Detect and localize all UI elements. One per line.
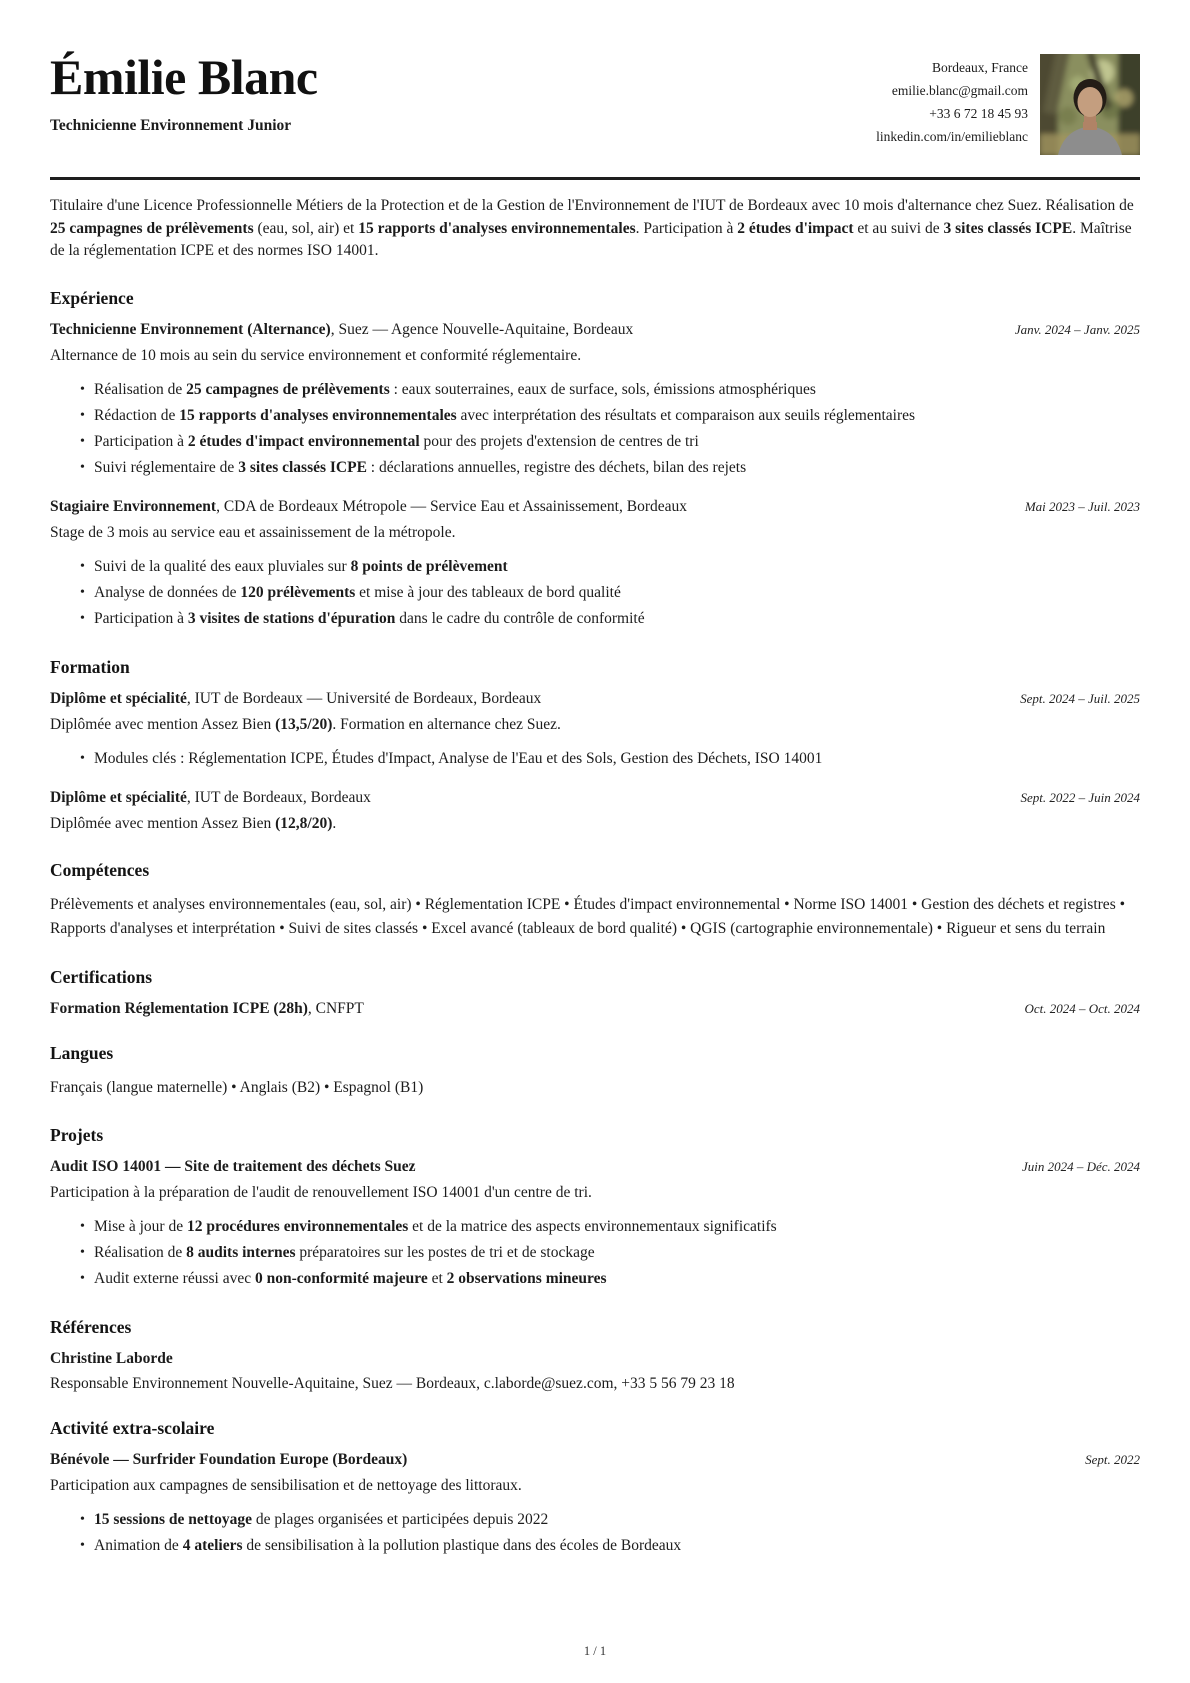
entry-head bbox=[50, 321, 1140, 339]
entry-title bbox=[50, 321, 633, 339]
entry-head bbox=[50, 789, 1140, 807]
entry-dates: Mai 2023 – Juil. 2023 bbox=[1024, 498, 1140, 514]
entry-dates: Oct. 2024 – Oct. 2024 bbox=[1024, 1000, 1140, 1016]
contact-phone: +33 6 72 18 45 93 bbox=[929, 106, 1028, 121]
entry-dates: Sept. 2022 bbox=[1085, 1452, 1140, 1467]
entry-subtitle: Participation aux campagnes de sensibilisation et de nettoyage des littoraux. bbox=[50, 1477, 522, 1494]
job-org: , Suez — Agence Nouvelle-Aquitaine, Bordeaux bbox=[330, 320, 634, 338]
bullet-item: • Animation de 4 ateliers de sensibilisation à la pollution plastique dans des écoles de Bordeaux bbox=[80, 1533, 1140, 1559]
entry-subtitle: Alternance de 10 mois au sein du service environnement et conformité réglementaire. bbox=[50, 346, 582, 364]
header-contact-area bbox=[876, 50, 1140, 155]
reference-entry bbox=[50, 1350, 1140, 1393]
entry-subtitle: Diplômée avec mention Assez Bien (12,8/20). bbox=[50, 814, 337, 832]
certification-entry bbox=[50, 1000, 1140, 1018]
job-org: , CDA de Bordeaux Métropole — Service Eau et Assainissement, Bordeaux bbox=[216, 497, 687, 515]
entry-head bbox=[50, 1451, 1140, 1469]
skills-paragraph: Prélèvements et analyses environnementales (eau, sol, air) • Réglementation ICPE • Études d'impact environnemental • Norme ISO 14001 • Gestion des déchets et registres • Rapports d'analyses et interprétation • Suivi de sites classés • Excel avancé (tableaux de bord qualité) • QGIS (cartographie environnementale) • Rigueur et sens du terrain bbox=[50, 895, 1126, 937]
header bbox=[50, 50, 1140, 155]
bullet-item: • Mise à jour de 12 procédures environnementales et de la matrice des aspects environnementaux significatifs bbox=[80, 1214, 1140, 1240]
entry-title bbox=[50, 789, 371, 807]
job-title: Stagiaire Environnement bbox=[50, 497, 217, 515]
entry-subtitle: Stage de 3 mois au service eau et assainissement de la métropole. bbox=[50, 523, 456, 541]
bullet-item: • Analyse de données de 120 prélèvements et mise à jour des tableaux de bord qualité bbox=[80, 580, 1140, 606]
profile-photo bbox=[1040, 54, 1140, 155]
contact-location: Bordeaux, France bbox=[932, 60, 1028, 75]
entry-subtitle: Participation à la préparation de l'audit de renouvellement ISO 14001 d'un centre de tri. bbox=[50, 1184, 592, 1201]
header-identity bbox=[50, 50, 876, 135]
bullet-item: • Participation à 3 visites de stations d'épuration dans le cadre du contrôle de conformité bbox=[80, 606, 1140, 632]
reference-name: Christine Laborde bbox=[50, 1350, 173, 1367]
bullet-item: • Réalisation de 25 campagnes de prélèvements : eaux souterraines, eaux de surface, sols, émissions atmosphériques bbox=[80, 377, 1140, 403]
entry-head bbox=[50, 1158, 1140, 1176]
bullet-item: • Réalisation de 8 audits internes préparatoires sur les postes de tri et de stockage bbox=[80, 1240, 1140, 1266]
candidate-name: Émilie Blanc bbox=[50, 49, 318, 105]
section-heading-extra: Activité extra-scolaire bbox=[50, 1418, 215, 1438]
contact-email: emilie.blanc@gmail.com bbox=[891, 83, 1028, 98]
bullet-item: • Rédaction de 15 rapports d'analyses environnementales avec interprétation des résultats et comparaison aux seuils réglementaires bbox=[80, 403, 1140, 429]
degree-org: , IUT de Bordeaux, Bordeaux bbox=[186, 788, 371, 806]
bullet-list bbox=[50, 377, 1140, 481]
bullet-item: • 15 sessions de nettoyage de plages organisées et participées depuis 2022 bbox=[80, 1507, 1140, 1533]
experience-entry bbox=[50, 498, 1140, 632]
entry-dates: Janv. 2024 – Janv. 2025 bbox=[1014, 321, 1140, 337]
section-heading-references: Références bbox=[50, 1317, 132, 1337]
experience-entry bbox=[50, 321, 1140, 481]
section-heading-competences: Compétences bbox=[50, 859, 150, 880]
extra-entry bbox=[50, 1451, 1140, 1559]
bullet-list bbox=[50, 746, 1140, 772]
entry-subtitle: Diplômée avec mention Assez Bien (13,5/20). Formation en alternance chez Suez. bbox=[50, 715, 561, 733]
bullet-list bbox=[50, 1214, 1140, 1292]
section-heading-langues: Langues bbox=[50, 1042, 114, 1063]
formation-entry bbox=[50, 690, 1140, 772]
contact-block bbox=[876, 54, 1028, 148]
entry-head bbox=[50, 1000, 1140, 1018]
entry-head bbox=[50, 498, 1140, 516]
formation-entry bbox=[50, 789, 1140, 835]
bullet-list bbox=[50, 554, 1140, 632]
bullet-item: • Modules clés : Réglementation ICPE, Études d'Impact, Analyse de l'Eau et des Sols, Gestion des Déchets, ISO 14001 bbox=[80, 746, 1140, 772]
entry-dates: Sept. 2022 – Juin 2024 bbox=[1020, 789, 1140, 805]
entry-title bbox=[50, 498, 687, 516]
header-divider bbox=[50, 177, 1140, 180]
certification-title: Formation Réglementation ICPE (28h) bbox=[50, 999, 308, 1017]
entry-dates: Juin 2024 – Déc. 2024 bbox=[1021, 1159, 1140, 1174]
summary-paragraph: Titulaire d'une Licence Professionnelle Métiers de la Protection et de la Gestion de l'Environnement de l'IUT de Bordeaux avec 10 mois d'alternance chez Suez. Réalisation de 25 campagnes de prélèvements (eau, sol, air) et 15 rapports d'analyses environnementales. Participation à 2 études d'impact et au suivi de 3 sites classés ICPE. Maîtrise de la réglementation ICPE et des normes ISO 14001. bbox=[50, 197, 1134, 259]
degree-title: Diplôme et spécialité bbox=[50, 788, 187, 806]
certification-org: , CNFPT bbox=[307, 999, 364, 1017]
contact-linkedin: linkedin.com/in/emilieblanc bbox=[876, 129, 1028, 144]
bullet-item: • Suivi de la qualité des eaux pluviales sur 8 points de prélèvement bbox=[80, 554, 1140, 580]
entry-title bbox=[50, 1451, 407, 1469]
project-entry bbox=[50, 1158, 1140, 1292]
reference-detail: Responsable Environnement Nouvelle-Aquitaine, Suez — Bordeaux, c.laborde@suez.com, +33 5 56 79 23 18 bbox=[50, 1375, 735, 1392]
languages-paragraph: Français (langue maternelle) • Anglais (B2) • Espagnol (B1) bbox=[50, 1078, 424, 1096]
section-heading-certifications: Certifications bbox=[50, 966, 153, 987]
section-heading-projets: Projets bbox=[50, 1125, 104, 1145]
job-title: Technicienne Environnement (Alternance) bbox=[50, 320, 331, 338]
entry-dates: Sept. 2024 – Juil. 2025 bbox=[1020, 690, 1140, 706]
entry-title bbox=[50, 1158, 416, 1176]
degree-title: Diplôme et spécialité bbox=[50, 689, 187, 707]
bullet-item: • Participation à 2 études d'impact environnemental pour des projets d'extension de centres de tri bbox=[80, 429, 1140, 455]
role-title: Technicienne Environnement Junior bbox=[50, 117, 292, 134]
bullet-list bbox=[50, 1507, 1140, 1559]
degree-org: , IUT de Bordeaux — Université de Bordeaux, Bordeaux bbox=[186, 689, 542, 707]
entry-title bbox=[50, 1000, 364, 1018]
extra-title: Bénévole — Surfrider Foundation Europe (Bordeaux) bbox=[50, 1451, 408, 1468]
entry-title bbox=[50, 690, 541, 708]
section-heading-experience: Expérience bbox=[50, 287, 134, 308]
bullet-item: • Audit externe réussi avec 0 non-conformité majeure et 2 observations mineures bbox=[80, 1266, 1140, 1292]
entry-head bbox=[50, 690, 1140, 708]
project-title: Audit ISO 14001 — Site de traitement des déchets Suez bbox=[50, 1158, 416, 1175]
bullet-item: • Suivi réglementaire de 3 sites classés ICPE : déclarations annuelles, registre des déchets, bilan des rejets bbox=[80, 455, 1140, 481]
page-number: 1 / 1 bbox=[583, 1644, 607, 1658]
section-heading-formation: Formation bbox=[50, 656, 130, 677]
